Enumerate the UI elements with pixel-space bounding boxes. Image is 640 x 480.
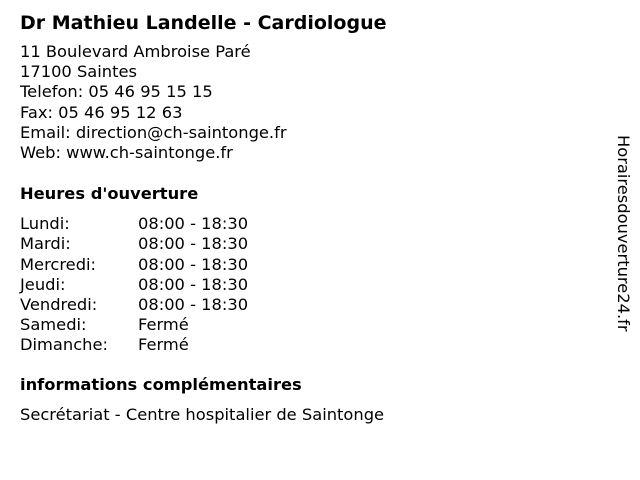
phone-number: Telefon: 05 46 95 15 15	[20, 82, 213, 102]
contact-block	[20, 42, 610, 163]
day-hours: 08:00 - 18:30	[138, 214, 249, 234]
day-hours: 08:00 - 18:30	[138, 254, 249, 274]
day-label: Jeudi:	[20, 274, 66, 294]
fax-number: Fax: 05 46 95 12 63	[20, 102, 183, 122]
day-label: Samedi:	[20, 315, 87, 335]
site-watermark: Horairesdouverture24.fr	[614, 135, 633, 332]
hours-row-sunday	[20, 335, 248, 355]
day-hours: Fermé	[138, 335, 189, 355]
hours-row-saturday	[20, 315, 248, 335]
hours-table	[20, 214, 248, 355]
address-street: 11 Boulevard Ambroise Paré	[20, 42, 251, 61]
hours-row-tuesday	[20, 234, 248, 254]
hours-row-wednesday	[20, 255, 248, 275]
hours-row-monday	[20, 214, 248, 234]
day-hours: 08:00 - 18:30	[138, 274, 249, 294]
day-hours: Fermé	[138, 315, 189, 335]
page-title: Dr Mathieu Landelle - Cardiologue	[20, 12, 387, 34]
day-label: Dimanche:	[20, 335, 108, 355]
day-label: Mardi:	[20, 234, 71, 254]
day-hours: 08:00 - 18:30	[138, 294, 249, 314]
info-heading: informations complémentaires	[20, 374, 302, 394]
hours-heading: Heures d'ouverture	[20, 184, 199, 204]
day-label: Mercredi:	[20, 254, 97, 274]
hours-row-friday	[20, 295, 248, 315]
website-address: Web: www.ch-saintonge.fr	[20, 142, 233, 162]
info-text: Secrétariat - Centre hospitalier de Saintonge	[20, 404, 385, 424]
day-label: Lundi:	[20, 214, 70, 234]
address-city: 17100 Saintes	[20, 62, 138, 82]
day-hours: 08:00 - 18:30	[138, 234, 249, 254]
hours-row-thursday	[20, 275, 248, 295]
email-address: Email: direction@ch-saintonge.fr	[20, 122, 287, 142]
practice-card	[20, 10, 610, 425]
day-label: Vendredi:	[20, 294, 98, 314]
